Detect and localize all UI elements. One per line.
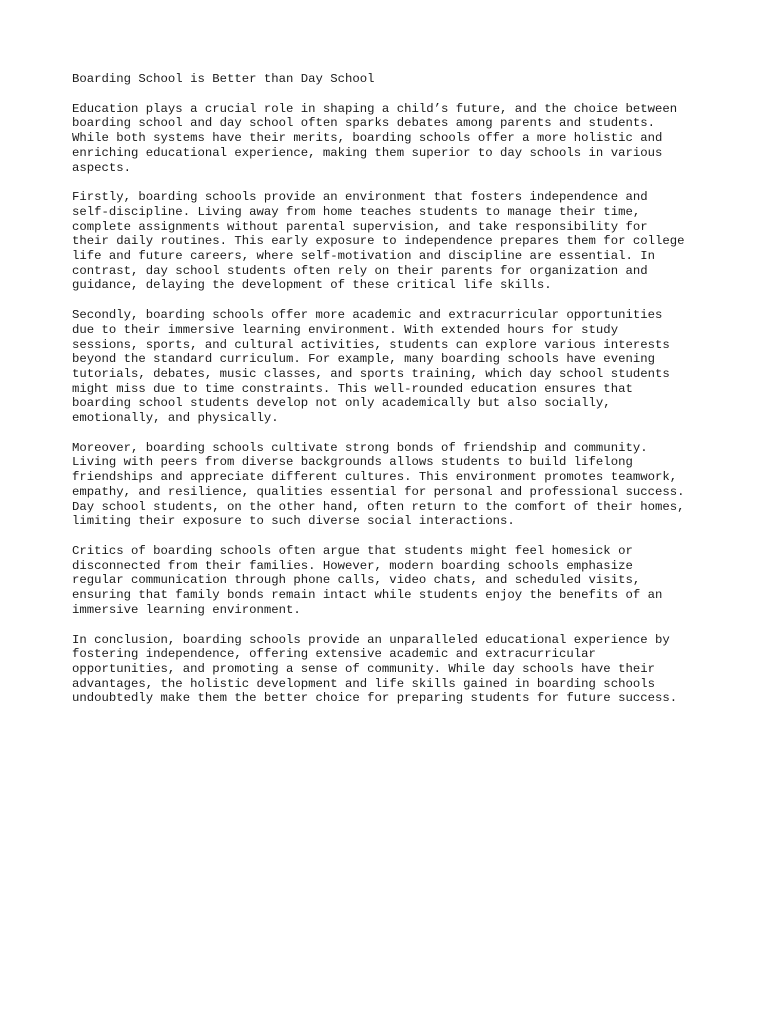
paragraph-line: In conclusion, boarding schools provide an unparalleled educational experience by <box>72 632 670 647</box>
paragraph-critics <box>72 544 712 618</box>
paragraph-line: Education plays a crucial role in shaping a child’s future, and the choice between <box>72 101 678 116</box>
paragraph-firstly <box>72 190 712 293</box>
paragraph-line: ensuring that family bonds remain intact while students enjoy the benefits of an <box>72 588 663 603</box>
paragraph-line: boarding school students develop not only academically but also socially, <box>72 396 611 411</box>
paragraph-line: opportunities, and promoting a sense of community. While day schools have their <box>72 661 655 676</box>
paragraph-line: self-discipline. Living away from home teaches students to manage their time, <box>72 204 641 219</box>
paragraph-line: Critics of boarding schools often argue that students might feel homesick or <box>72 543 633 558</box>
paragraph-line: complete assignments without parental supervision, and take responsibility for <box>72 219 648 234</box>
paragraph-line: beyond the standard curriculum. For example, many boarding schools have evening <box>72 352 655 367</box>
paragraph-line: might miss due to time constraints. This well-rounded education ensures that <box>72 381 633 396</box>
paragraph-line: limiting their exposure to such diverse social interactions. <box>72 514 515 529</box>
paragraph-line: Living with peers from diverse backgrounds allows students to build lifelong <box>72 455 633 470</box>
paragraph-introduction <box>72 102 712 176</box>
paragraph-line: Moreover, boarding schools cultivate strong bonds of friendship and community. <box>72 440 648 455</box>
paragraph-line: advantages, the holistic development and life skills gained in boarding schools <box>72 676 655 691</box>
paragraph-line: regular communication through phone calls, video chats, and scheduled visits, <box>72 573 641 588</box>
paragraph-secondly <box>72 308 712 426</box>
paragraph-line: fostering independence, offering extensive academic and extracurricular <box>72 647 596 662</box>
paragraph-line: friendships and appreciate different cultures. This environment promotes teamwork, <box>72 470 678 485</box>
paragraph-line: disconnected from their families. However, modern boarding schools emphasize <box>72 558 633 573</box>
paragraph-line: guidance, delaying the development of these critical life skills. <box>72 278 552 293</box>
paragraph-line: immersive learning environment. <box>72 602 301 617</box>
paragraph-line: aspects. <box>72 160 132 175</box>
paragraph-line: emotionally, and physically. <box>72 411 279 426</box>
document-title: Boarding School is Better than Day School <box>72 72 375 86</box>
paragraph-line: sessions, sports, and cultural activities, students can explore various interests <box>72 337 670 352</box>
paragraph-line: undoubtedly make them the better choice for preparing students for future success. <box>72 691 678 706</box>
paragraph-moreover <box>72 441 712 529</box>
paragraph-line: boarding school and day school often sparks debates among parents and students. <box>72 116 655 131</box>
paragraph-line: enriching educational experience, making them superior to day schools in various <box>72 145 663 160</box>
paragraph-line: their daily routines. This early exposure to independence prepares them for college <box>72 234 685 249</box>
paragraph-line: contrast, day school students often rely on their parents for organization and <box>72 263 648 278</box>
paragraph-line: due to their immersive learning environment. With extended hours for study <box>72 322 619 337</box>
paragraph-line: Firstly, boarding schools provide an environment that fosters independence and <box>72 190 648 205</box>
paragraph-conclusion <box>72 633 712 707</box>
paragraph-line: While both systems have their merits, boarding schools offer a more holistic and <box>72 131 663 146</box>
paragraph-line: life and future careers, where self-motivation and discipline are essential. In <box>72 249 655 264</box>
document-body <box>72 72 712 721</box>
paragraph-line: Secondly, boarding schools offer more academic and extracurricular opportunities <box>72 308 663 323</box>
paragraph-line: tutorials, debates, music classes, and sports training, which day school students <box>72 366 670 381</box>
paragraph-line: empathy, and resilience, qualities essential for personal and professional success. <box>72 484 685 499</box>
paragraph-line: Day school students, on the other hand, often return to the comfort of their homes, <box>72 499 685 514</box>
